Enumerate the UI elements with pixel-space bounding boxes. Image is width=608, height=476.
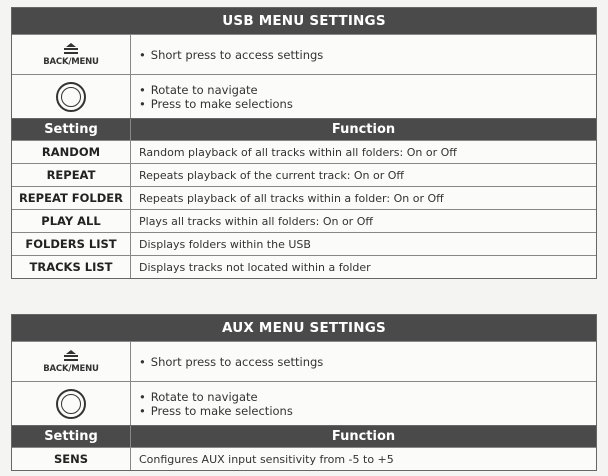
- function-cell: Plays all tracks within all folders: On or Off: [139, 214, 373, 228]
- function-cell: Displays folders within the USB: [139, 237, 311, 251]
- bullet-text: • Short press to access settings: [139, 355, 596, 369]
- function-cell: Repeats playback of the current track: On or Off: [139, 168, 405, 182]
- header-function: Function: [331, 429, 396, 444]
- setting-cell: FOLDERS LIST: [12, 233, 131, 255]
- function-cell: Repeats playback of all tracks within a folder: On or Off: [139, 191, 444, 205]
- knob-row: [12, 74, 596, 118]
- backmenu-row: [12, 341, 596, 381]
- bullet-text: • Press to make selections: [139, 97, 596, 111]
- table-row: [12, 232, 596, 255]
- column-header-row: [12, 118, 596, 140]
- rotary-knob-icon: [56, 389, 86, 419]
- table-row: [12, 140, 596, 163]
- setting-cell: PLAY ALL: [12, 210, 131, 232]
- function-cell: Configures AUX input sensitivity from -5 to +5: [139, 452, 394, 466]
- table-row: [12, 186, 596, 209]
- aux-menu-settings-table: [11, 314, 597, 471]
- rotary-knob-icon: [56, 82, 86, 112]
- backmenu-control: [43, 350, 98, 374]
- backmenu-description: [131, 342, 596, 381]
- table-title: AUX MENU SETTINGS: [12, 315, 596, 341]
- back-menu-icon: [62, 43, 80, 55]
- back-menu-icon: [62, 350, 80, 362]
- bullet-text: • Rotate to navigate: [139, 83, 596, 97]
- knob-cell: [12, 75, 131, 118]
- backmenu-control: [43, 43, 98, 67]
- column-header-row: [12, 425, 596, 447]
- bullet-text: • Press to make selections: [139, 404, 596, 418]
- setting-cell: REPEAT: [12, 164, 131, 186]
- backmenu-row: [12, 34, 596, 74]
- usb-menu-settings-table: [11, 7, 597, 279]
- table-row: [12, 209, 596, 232]
- bullet-text: • Rotate to navigate: [139, 390, 596, 404]
- setting-cell: TRACKS LIST: [12, 256, 131, 278]
- knob-row: [12, 381, 596, 425]
- knob-cell: [12, 382, 131, 425]
- setting-cell: SENS: [12, 448, 131, 470]
- header-setting: Setting: [12, 119, 131, 140]
- backmenu-label: BACK/MENU: [43, 363, 99, 374]
- header-function: Function: [331, 122, 396, 137]
- header-setting: Setting: [12, 426, 131, 447]
- backmenu-description: [131, 35, 596, 74]
- backmenu-cell: [12, 342, 131, 381]
- table-row: [12, 255, 596, 278]
- knob-description: [131, 382, 596, 425]
- backmenu-label: BACK/MENU: [43, 56, 99, 67]
- setting-cell: RANDOM: [12, 141, 131, 163]
- table-title: USB MENU SETTINGS: [12, 8, 596, 34]
- knob-description: [131, 75, 596, 118]
- backmenu-cell: [12, 35, 131, 74]
- table-row: [12, 447, 596, 470]
- function-cell: Random playback of all tracks within all folders: On or Off: [139, 145, 457, 159]
- bullet-text: • Short press to access settings: [139, 48, 596, 62]
- function-cell: Displays tracks not located within a folder: [139, 260, 371, 274]
- table-row: [12, 163, 596, 186]
- setting-cell: REPEAT FOLDER: [12, 187, 131, 209]
